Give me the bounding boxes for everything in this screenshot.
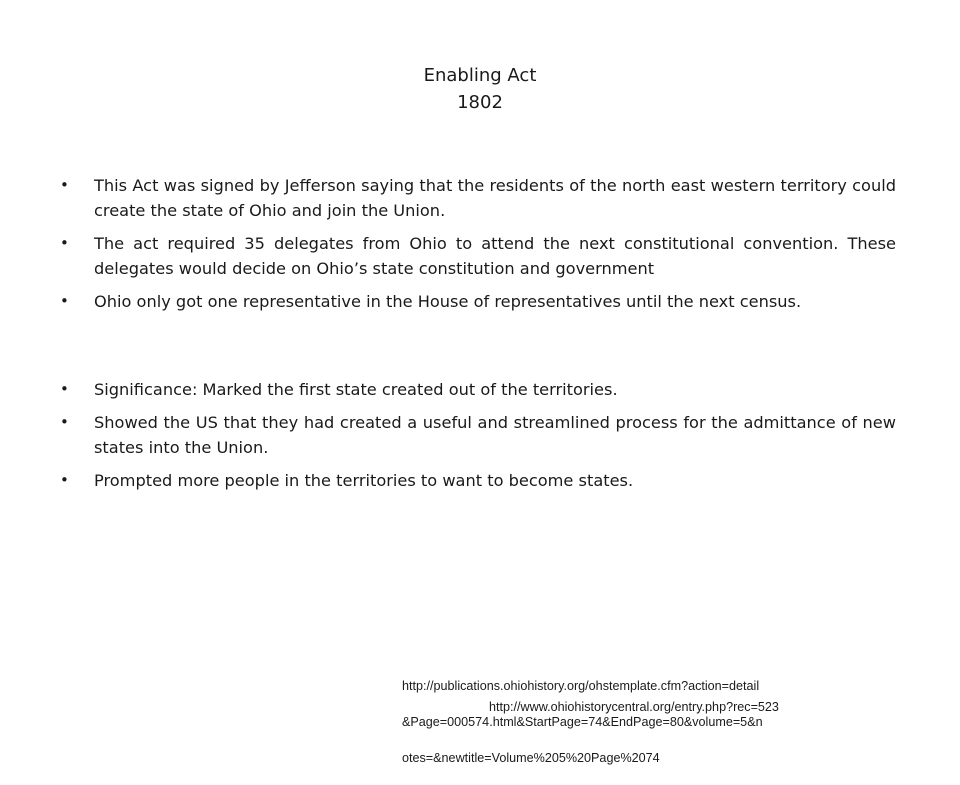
bullet-item — [60, 173, 896, 223]
source-link-ohiohistorycentral[interactable]: http://www.ohiohistorycentral.org/entry.php?rec=523 — [489, 700, 779, 714]
title-line-2: 1802 — [457, 92, 503, 113]
source-line: otes=&newtitle=Volume%205%20Page%2074 — [402, 751, 660, 765]
bullet-item — [60, 231, 896, 281]
bullet-text: Prompted more people in the territories to want to become states. — [94, 471, 634, 490]
bullet-item — [60, 468, 896, 493]
source-line: http://publications.ohiohistory.org/ohstemplate.cfm?action=detail — [402, 679, 760, 693]
bullet-text: Showed the US that they had created a useful and streamlined process for the admittance of new states into the Union. — [94, 413, 896, 457]
source-line: &Page=000574.html&StartPage=74&EndPage=80&volume=5&n — [402, 715, 763, 729]
bullet-item — [60, 377, 896, 402]
bullet-marker: • — [60, 176, 69, 194]
slide-title — [0, 62, 960, 116]
bullet-marker: • — [60, 471, 69, 489]
bullet-text: Ohio only got one representative in the House of representatives until the next census. — [94, 292, 802, 311]
bullet-text: Significance: Marked the first state created out of the territories. — [94, 380, 618, 399]
title-line-1: Enabling Act — [423, 65, 537, 86]
bullet-marker: • — [60, 292, 69, 310]
bullet-item — [60, 410, 896, 460]
bullet-text: This Act was signed by Jefferson saying that the residents of the north east western territory could create the state of Ohio and join the Union. — [94, 176, 896, 220]
bullet-marker: • — [60, 380, 69, 398]
bullet-list-significance — [60, 377, 896, 501]
bullet-item — [60, 289, 896, 314]
bullet-list-facts — [60, 173, 896, 322]
bullet-marker: • — [60, 234, 69, 252]
bullet-marker: • — [60, 413, 69, 431]
bullet-text: The act required 35 delegates from Ohio to attend the next constitutional convention. These delegates would decide on Ohio’s state constitution and government — [94, 234, 896, 278]
